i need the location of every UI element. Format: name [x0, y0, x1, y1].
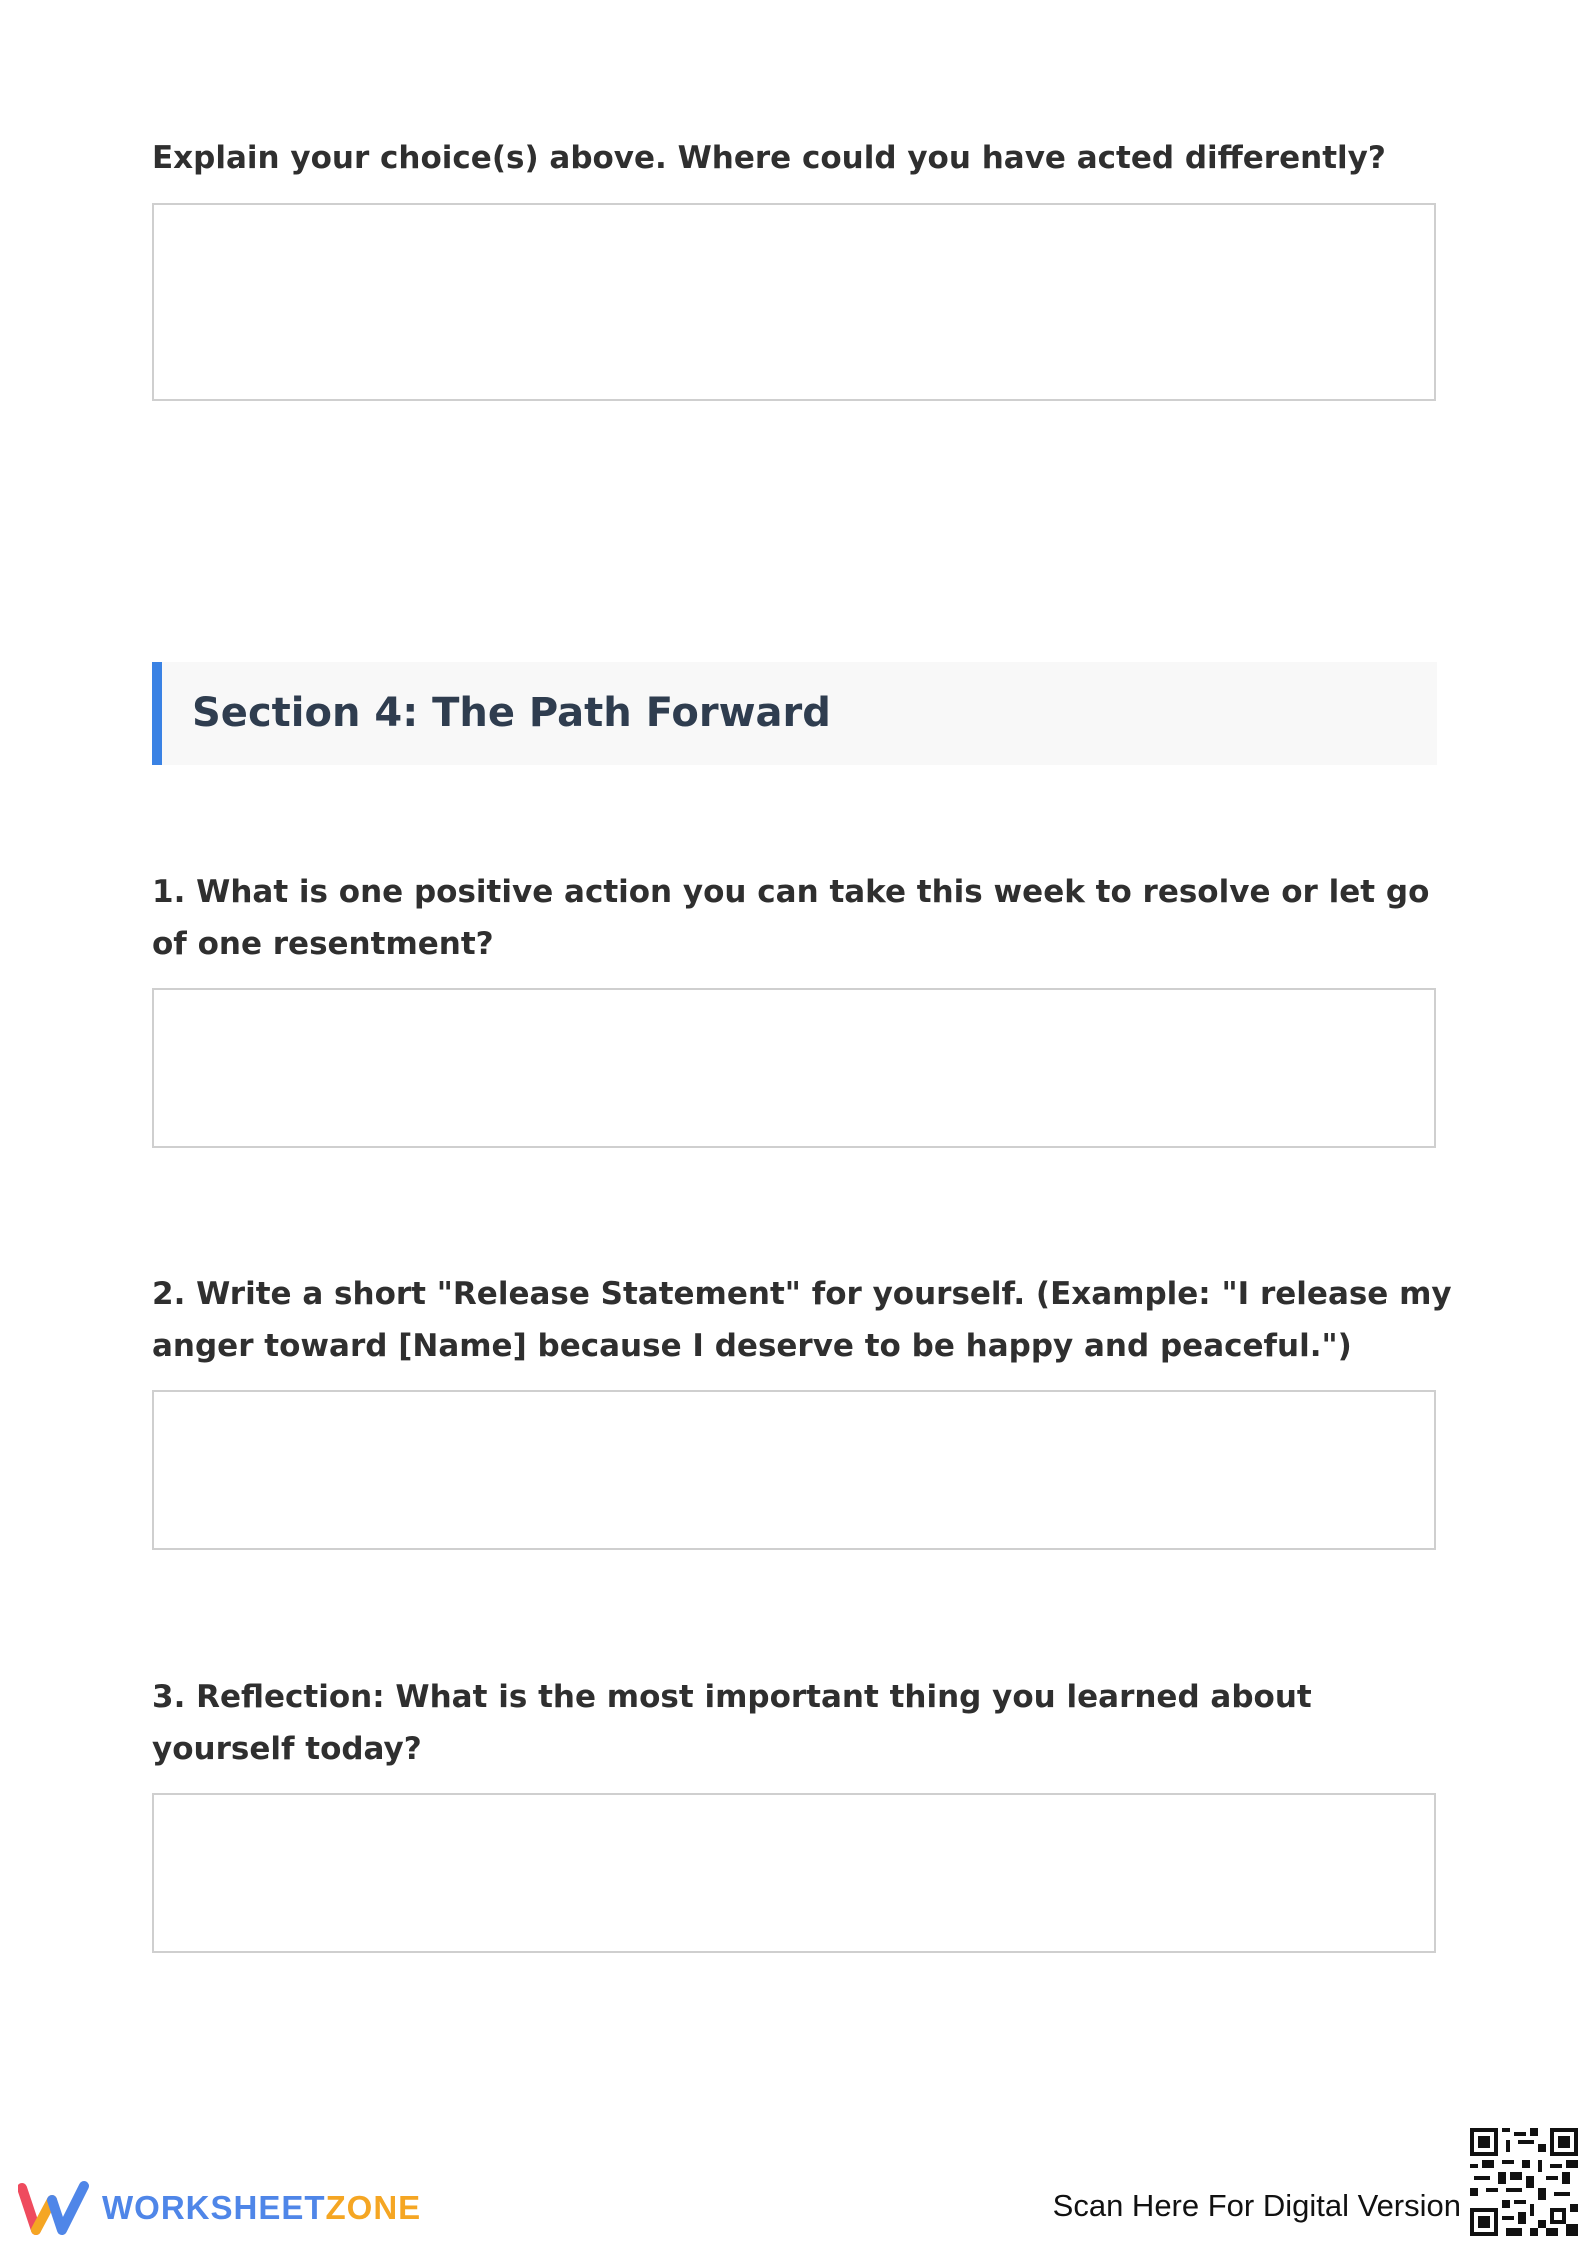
qr-code-icon[interactable] — [1470, 2128, 1578, 2236]
answer-box-explain[interactable] — [152, 203, 1436, 401]
answer-box-1[interactable] — [152, 988, 1436, 1148]
worksheetzone-logo-icon — [18, 2180, 90, 2236]
answer-box-2[interactable] — [152, 1390, 1436, 1550]
footer-logo — [18, 2180, 421, 2236]
scan-text: Scan Here For Digital Version — [1052, 2188, 1461, 2223]
answer-box-3[interactable] — [152, 1793, 1436, 1953]
section-title: Section 4: The Path Forward — [192, 690, 831, 736]
question-explain-choices: Explain your choice(s) above. Where could you have acted differently? — [152, 140, 1386, 176]
section-header — [152, 662, 1437, 765]
brand-name-part2: ZONE — [325, 2189, 422, 2226]
brand-name — [102, 2189, 421, 2227]
brand-name-part1: WORKSHEET — [102, 2189, 326, 2226]
question-2: 2. Write a short "Release Statement" for yourself. (Example: "I release my anger toward [Name] because I deserve to be happy and peaceful.") — [152, 1276, 1452, 1364]
question-1: 1. What is one positive action you can take this week to resolve or let go of one resentment? — [152, 874, 1430, 962]
question-3: 3. Reflection: What is the most important thing you learned about yourself today? — [152, 1679, 1312, 1767]
